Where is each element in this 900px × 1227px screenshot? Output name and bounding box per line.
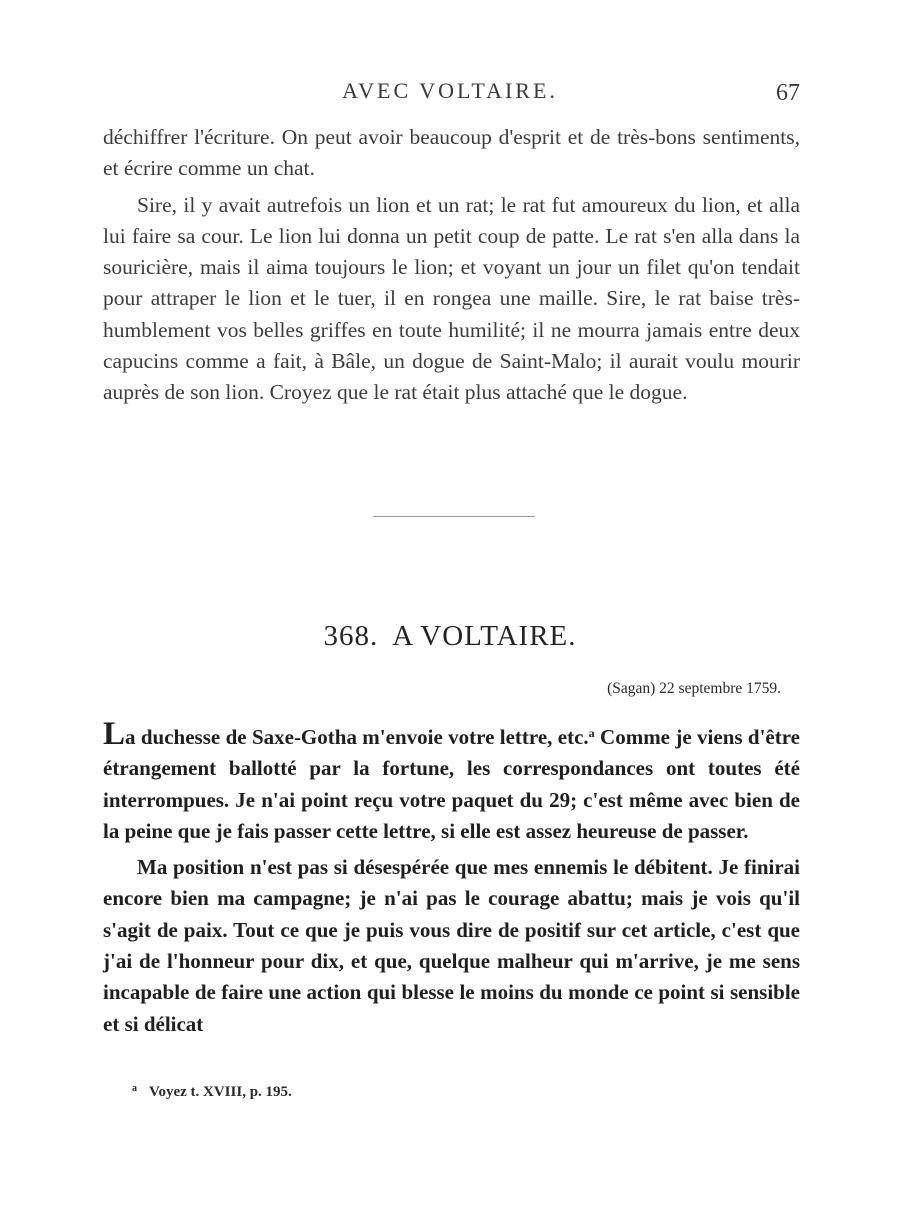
footnote-reference: a	[588, 726, 595, 740]
paragraph-rest: Comme je viens d'être étrangement ballotté par la fortune, les correspondances ont toutes été interrompues. Je n'ai point reçu votre paquet du 29; c'est même avec bien de la peine que je fais passer cette lettre, si elle est assez heureuse de passer.	[103, 725, 800, 843]
running-title: AVEC VOLTAIRE.	[342, 78, 558, 103]
page-number: 67	[776, 80, 800, 106]
running-head	[0, 78, 900, 110]
paragraph: déchiffrer l'écriture. On peut avoir beaucoup d'esprit et de très-bons sentiments, et écrire comme un chat.	[103, 125, 800, 181]
letter-number: 368.	[323, 620, 379, 652]
paragraph	[103, 718, 800, 847]
letter-heading	[0, 620, 900, 653]
footnote-text: Voyez t. XVIII, p. 195.	[149, 1084, 292, 1100]
previous-letter-text	[103, 122, 800, 409]
dateline: (Sagan) 22 septembre 1759.	[607, 680, 781, 697]
section-divider	[373, 516, 535, 517]
letter-text	[103, 718, 800, 1040]
footnote-mark: a	[132, 1083, 137, 1094]
drop-cap: L	[103, 716, 126, 752]
paragraph: Sire, il y avait autrefois un lion et un rat; le rat fut amoureux du lion, et alla lui faire sa cour. Le lion lui donna un petit coup de patte. Le rat s'en alla dans la souricière, mais il aima toujours le lion; et voyant un jour un filet qu'on tendait pour attraper le lion et le tuer, il en rongea une maille. Sire, le rat baise très-humblement vos belles griffes en toute humilité; il ne mourra jamais entre deux capucins comme a fait, à Bâle, un dogue de Saint-Malo; il aurait voulu mourir auprès de son lion. Croyez que le rat était plus attaché que le dogue.	[103, 192, 800, 405]
paragraph: Ma position n'est pas si désespérée que mes ennemis le débitent. Je finirai encore bien ma campagne; je n'ai pas le courage abattu; mais je vois qu'il s'agit de paix. Tout ce que je puis vous dire de positif sur cet article, c'est que j'ai de l'honneur pour dix, et que, quelque malheur qui m'arrive, je me sens incapable de faire une action qui blesse le moins du monde ce point si sensible et si délicat	[103, 855, 800, 1036]
letter-title: A VOLTAIRE.	[392, 620, 577, 652]
footnote	[132, 1083, 292, 1101]
paragraph-start: a duchesse de Saxe-Gotha m'envoie votre lettre, etc.	[125, 725, 589, 749]
